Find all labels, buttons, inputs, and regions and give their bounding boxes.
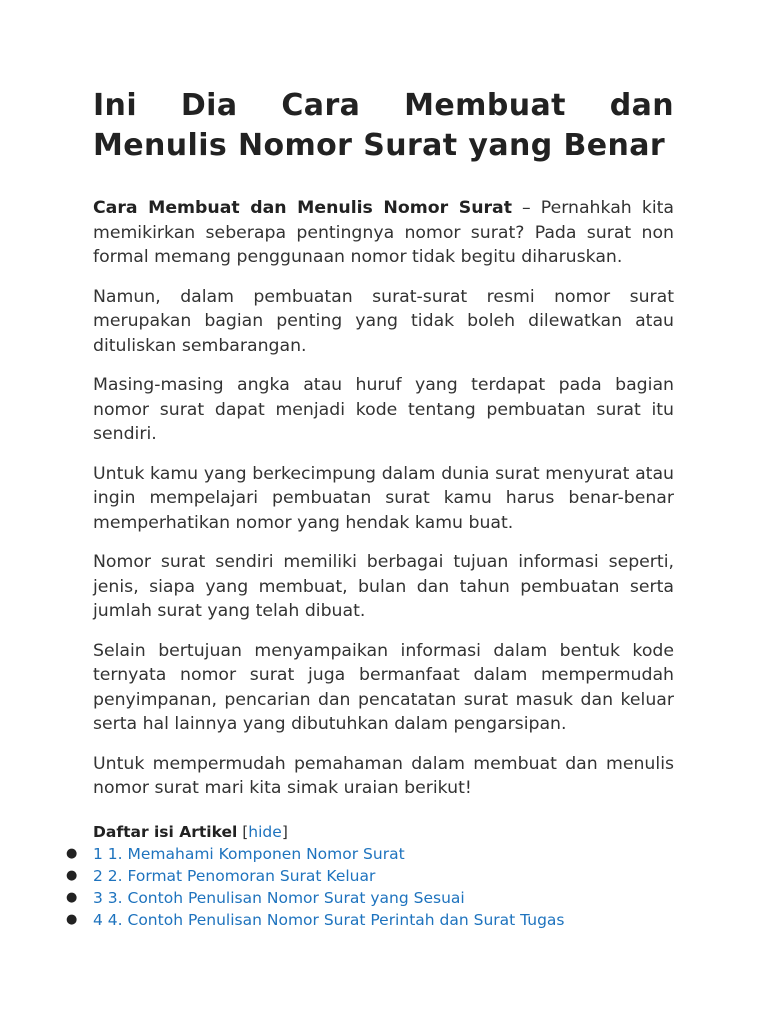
toc-item: [66, 909, 674, 931]
toc-heading: [93, 821, 674, 843]
paragraph-5: Selain bertujuan menyampaikan informasi dalam bentuk kode ternyata nomor surat juga bermanfaat dalam mempermudah penyimpanan, pencarian dan pencatatan surat masuk dan keluar serta hal lainnya yang dibutuhkan dalam pengarsipan.: [93, 640, 674, 734]
toc-hide-link[interactable]: hide: [248, 822, 282, 841]
bullet-icon: ●: [66, 845, 78, 861]
paragraph-4: Nomor surat sendiri memiliki berbagai tujuan informasi seperti, jenis, siapa yang membuat, bulan dan tahun pembuatan serta jumlah surat yang telah dibuat.: [93, 552, 674, 621]
toc-link-2[interactable]: 2 2. Format Penomoran Surat Keluar: [93, 866, 376, 885]
article: [66, 86, 674, 932]
toc-title: Daftar isi Artikel: [93, 822, 238, 841]
toc-bracket-close: ]: [281, 822, 288, 841]
paragraph-6: Untuk mempermudah pemahaman dalam membuat dan menulis nomor surat mari kita simak uraian berikut!: [93, 753, 674, 798]
bullet-icon: ●: [66, 912, 78, 928]
article-title: Ini Dia Cara Membuat dan Menulis Nomor Surat yang Benar: [93, 88, 674, 163]
paragraph-1: Namun, dalam pembuatan surat-surat resmi nomor surat merupakan bagian penting yang tidak boleh dilewatkan atau dituliskan sembarangan.: [93, 286, 674, 356]
toc-list: [66, 843, 674, 932]
lead-text: – Pernahkah kita memikirkan seberapa pentingnya nomor surat? Pada surat non formal memang penggunaan nomor tidak begitu diharuskan.: [93, 198, 674, 267]
toc-link-3[interactable]: 3 3. Contoh Penulisan Nomor Surat yang Sesuai: [93, 889, 465, 908]
paragraph-2: Masing-masing angka atau huruf yang terdapat pada bagian nomor surat dapat menjadi kode tentang pembuatan surat itu sendiri.: [93, 375, 674, 444]
toc-item: [66, 843, 674, 865]
toc-item: [66, 887, 674, 909]
toc-link-1[interactable]: 1 1. Memahami Komponen Nomor Surat: [93, 844, 405, 863]
bullet-icon: ●: [66, 890, 78, 906]
toc-link-4[interactable]: 4 4. Contoh Penulisan Nomor Surat Perintah dan Surat Tugas: [93, 911, 565, 930]
lead-bold-text: Cara Membuat dan Menulis Nomor Surat: [93, 198, 512, 218]
bullet-icon: ●: [66, 867, 78, 883]
paragraph-3: Untuk kamu yang berkecimpung dalam dunia surat menyurat atau ingin mempelajari pembuatan surat kamu harus benar-benar memperhatikan nomor yang hendak kamu buat.: [93, 463, 674, 533]
lead-paragraph: [93, 196, 674, 270]
toc-item: [66, 865, 674, 887]
toc-bracket-open: [: [237, 822, 249, 841]
